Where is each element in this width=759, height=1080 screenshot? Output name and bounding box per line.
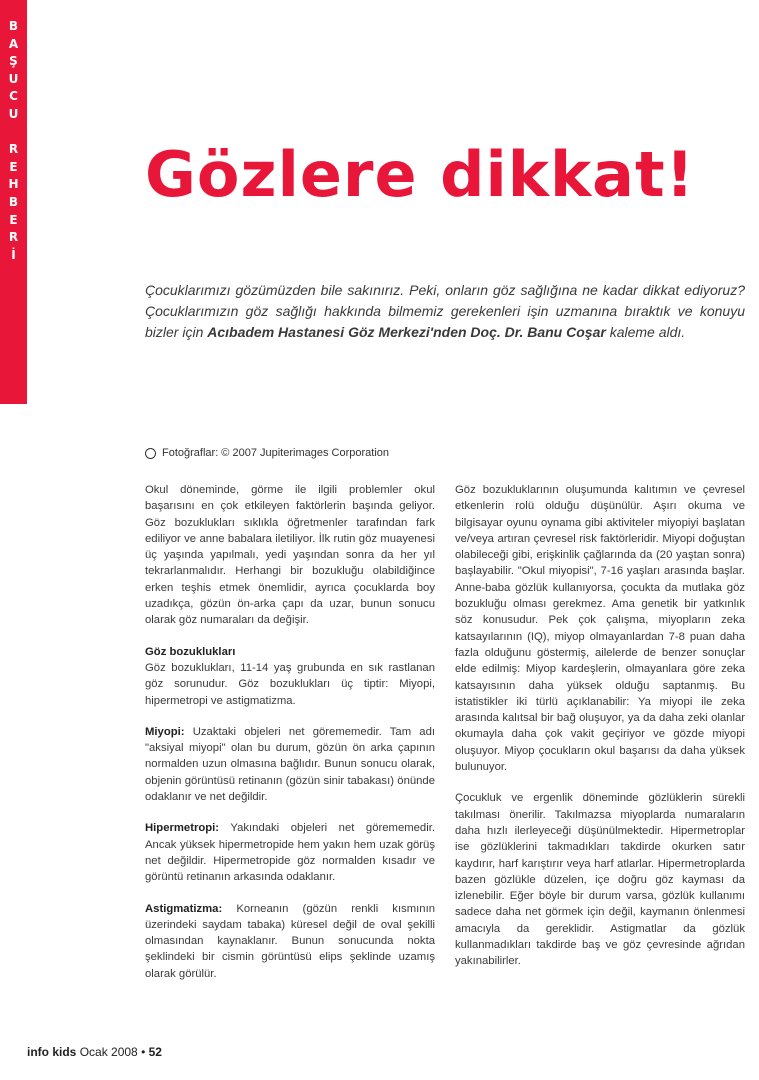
page-footer bbox=[27, 1045, 162, 1059]
section-miyopi bbox=[145, 724, 435, 805]
paragraph: Uzaktaki objeleri net görememedir. Tam adı "aksiyal miyopi" olan bu durum, gözün ön arka çapının normalden uzun olmasına bağlıdır. Bunun sonucu olarak, objenin görüntüsü retinanın (gözün sinir tabakası) önünde odaklanır ve net değildir. bbox=[145, 725, 435, 804]
section-tab-letters: B A Ş U C U R E H B E R İ bbox=[8, 19, 19, 262]
paragraph: Göz bozuklukları, 11-14 yaş grubunda en sık rastlanan göz sorunudur. Göz bozuklukları üç tiptir: Miyopi, hipermetropi ve astigmatizma. bbox=[145, 661, 435, 707]
footer-separator: • bbox=[141, 1045, 146, 1059]
issue-date: Ocak 2008 bbox=[79, 1045, 138, 1059]
paragraph: Okul döneminde, görme ile ilgili problemler okul başarısını en çok etkileyen faktörlerin başında geliyor. Göz bozuklukları sıklıkla öğretmenler tarafından fark ediliyor ve anne babalara iletiliyor. İlk rutin göz muayenesi üç yaşında yapılmalı, yedi yaşından sonra da her yıl tekrarlanmalıdır. Herhangi bir bozukluğu olabildiğince erken teşhis etmek önemlidir, ayrıca çocuklarda boy uzadıkça, gözün ön-arka çapı da uzar, bunun sonucu olarak göz numaraları da değişir. bbox=[145, 484, 435, 627]
paragraph: Göz bozukluklarının oluşumunda kalıtımın ve çevresel etkenlerin rolü olduğu düşünülür. Aşırı okuma ve bilgisayar oyunu oynama gibi aktiviteler miyopiyi başlatan ve/veya artıran çevresel risk faktörleridir. Miyopi doğuştan olabileceği gibi, erişkinlik çağlarında da (20 yaştan sonra) başlayabilir. "Okul miyopisi", 7-16 yaşları arasında başlar. Anne-baba gözlük kullanıyorsa, çocukta da mutlaka göz bozukluğu olması gerekmez. Ama genetik bir yatkınlık söz konusudur. Pek çok çalışma, miyopların zeka katsayılarının (IQ), miyop olmayanlardan 7-8 puan daha fazla olduğunu göstermiş, ailelerde de benzer sonuçlar elde edilmiş: Miyop kardeşlerin, olmayanlara göre zeka katsayısının daha yüksek olduğu saptanmış. Bu istatistikler iki türlü açıklanabilir: Ya miyopi ile zeka arasında kalıtsal bir bağ oluşuyor, ya da daha zeki olanlar okumayla daha çok vakit geçiriyor ve gözde miyopi oluşuyor. Miyop çocukların okul başarısı da daha yüksek bulunuyor. bbox=[455, 484, 745, 774]
page-number: 52 bbox=[148, 1045, 162, 1059]
term-label: Hipermetropi: bbox=[145, 822, 220, 835]
circle-bullet-icon bbox=[145, 448, 156, 459]
section-goz-bozukluklari bbox=[145, 644, 435, 709]
magazine-name: info kids bbox=[27, 1045, 77, 1059]
photo-credit-text: Fotoğraflar: © 2007 Jupiterimages Corporation bbox=[162, 447, 389, 459]
paragraph: Çocukluk ve ergenlik döneminde gözlüklerin sürekli takılması önerilir. Takılmazsa miyoplarda numaraların daha hızlı ilerleyeceği düşünülmektedir. Hipermetroplar ise gözlüklerini takmadıkları takdirde okurken satır kaydırır, harf karıştırır veya harf atlarlar. Hipermetroplarda bazen gözlükle düzelen, içe doğru göz kayması da izlenebilir. Eğer böyle bir durum varsa, gözlük kullanımı sadece daha net görmek için değil, kaymanın önlenmesi amacıyla da gereklidir. Astigmatlar da gözlük kullanmadıkları takdirde baş ve göz çevresinde ağrıdan yakınabilirler. bbox=[455, 792, 745, 968]
article-intro bbox=[145, 280, 745, 343]
paragraph: Yakındaki objeleri net görememedir. Ancak yüksek hipermetropide hem yakın hem uzak görüş net değildir. Hipermetropide göz normalden kısadır ve görüntü retinanın arkasında odaklanır. bbox=[145, 822, 435, 884]
photo-credit bbox=[145, 447, 389, 459]
section-astigmatizma bbox=[145, 901, 435, 982]
intro-lead: Çocuklarımızı gözümüzden bile sakınırız. Peki, onların göz sağlığına ne kadar dikkat ediyoruz? Çocuklarımızın göz sağlığı hakkında bilmemiz gerekenleri işin uzmanına bıraktık ve konuyu bizler için bbox=[145, 282, 745, 340]
section-heading: Göz bozuklukları bbox=[145, 645, 236, 658]
term-label: Miyopi: bbox=[145, 725, 185, 738]
section-tab bbox=[0, 0, 27, 404]
term-label: Astigmatizma: bbox=[145, 902, 223, 915]
right-column bbox=[455, 482, 745, 985]
article-title: Gözlere dikkat! bbox=[145, 138, 695, 211]
intro-tail: kaleme aldı. bbox=[605, 324, 686, 340]
left-column bbox=[145, 482, 435, 997]
intro-author: Acıbadem Hastanesi Göz Merkezi'nden Doç. Dr. Banu Coşar bbox=[207, 324, 606, 340]
paragraph: Korneanın (gözün renkli kısmının üzerindeki saydam tabaka) küresel değil de oval şekilli olmasından kaynaklanır. Bunun sonucunda nokta şeklindeki bir cismin görüntüsü elips şeklinde uzamış olarak görülür. bbox=[145, 902, 435, 980]
section-hipermetropi bbox=[145, 820, 435, 885]
